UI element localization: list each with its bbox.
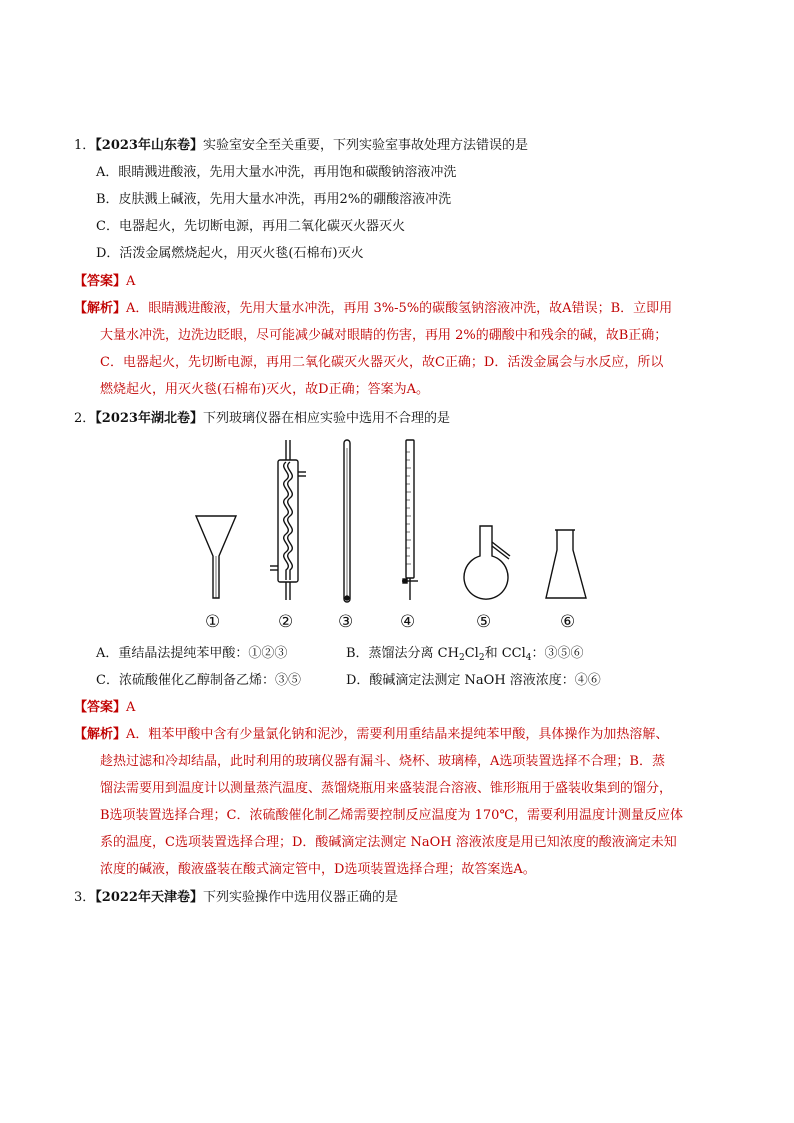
funnel-icon — [196, 516, 236, 598]
question-2-analysis-line-6: 浓度的碱液，酸液盛装在酸式滴定管中，D选项装置选择合理；故答案选A。 — [100, 862, 536, 877]
question-2-analysis-line-3: 馏法需要用到温度计以测量蒸汽温度、蒸馏烧瓶用来盛装混合溶液、锥形瓶用于盛装收集到的馏分， — [100, 781, 673, 796]
answer-label: 【答案】 — [74, 274, 127, 289]
question-1-analysis-line-1 — [74, 300, 672, 317]
question-2-option-b — [346, 645, 584, 662]
question-1-number: 1． — [74, 138, 96, 153]
question-3-source: 【2022年天津卷】 — [95, 890, 203, 905]
question-2-option-a: A．重结晶法提纯苯甲酸：①②③ — [96, 646, 288, 661]
condenser-icon — [270, 440, 306, 600]
analysis-text: A．粗苯甲酸中含有少量氯化钠和泥沙，需要利用重结晶来提纯苯甲酸，具体操作为加热溶解、 — [126, 727, 669, 742]
question-2-source: 【2023年湖北卷】 — [95, 411, 203, 426]
option-b-text: B．蒸馏法分离 CH — [346, 646, 459, 661]
question-2-text: 下列玻璃仪器在相应实验中选用不合理的是 — [202, 411, 450, 426]
question-1-option-b: B．皮肤溅上碱液，先用大量水冲洗，再用2%的硼酸溶液冲洗 — [96, 192, 452, 207]
question-2-answer — [74, 699, 135, 716]
question-1-stem — [74, 137, 528, 154]
option-b-text: 和 CCl — [484, 646, 526, 661]
figure-label-4: ④ — [400, 612, 416, 632]
question-1-option-a: A．眼睛溅进酸液，先用大量水冲洗，再用饱和碳酸钠溶液冲洗 — [96, 165, 457, 180]
question-1-text: 实验室安全至关重要，下列实验室事故处理方法错误的是 — [202, 138, 528, 153]
glassware-figure — [190, 438, 610, 638]
option-b-subscript: 2 — [458, 653, 465, 663]
question-1-analysis-line-3: C．电器起火，先切断电源，再用二氧化碳灭火器灭火，故C正确；D．活泼金属会与水反应，所以 — [100, 355, 664, 370]
answer-value: A — [126, 274, 136, 289]
question-1-analysis-line-2: 大量水冲洗，边洗边眨眼，尽可能减少碱对眼睛的伤害，再用 2%的硼酸中和残余的碱，故B正确； — [100, 328, 668, 343]
analysis-label: 【解析】 — [74, 727, 127, 742]
option-b-text: ：③⑤⑥ — [531, 646, 584, 661]
question-2-analysis-line-4: B选项装置选择合理；C．浓硫酸催化制乙烯需要控制反应温度为 170℃，需要利用温度计测量反应体 — [100, 808, 683, 823]
question-3-number: 3． — [74, 890, 96, 905]
question-1-option-d: D．活泼金属燃烧起火，用灭火毯(石棉布)灭火 — [96, 246, 364, 261]
question-2-analysis-line-1 — [74, 726, 668, 743]
question-2-analysis-line-2: 趁热过滤和冷却结晶，此时利用的玻璃仪器有漏斗、烧杯、玻璃棒，A选项装置选择不合理；B．蒸 — [100, 754, 665, 769]
figure-label-2: ② — [278, 612, 294, 632]
conical-flask-icon — [546, 530, 586, 598]
option-b-text: Cl — [464, 646, 479, 661]
question-1-source: 【2023年山东卷】 — [95, 138, 203, 153]
question-3-stem — [74, 889, 398, 906]
question-2-stem — [74, 410, 450, 427]
thermometer-icon — [344, 440, 350, 602]
question-2-option-c: C．浓硫酸催化乙醇制备乙烯：③⑤ — [96, 673, 301, 688]
figure-label-3: ③ — [338, 612, 354, 632]
question-2-number: 2． — [74, 411, 96, 426]
figure-label-1: ① — [205, 612, 221, 632]
option-b-subscript: 4 — [525, 653, 532, 663]
distillation-flask-icon — [464, 526, 510, 599]
answer-value: A — [126, 700, 136, 715]
figure-label-5: ⑤ — [476, 612, 492, 632]
question-2-analysis-line-5: 系的温度，C选项装置选择合理；D．酸碱滴定法测定 NaOH 溶液浓度是用已知浓度的酸液滴定未知 — [100, 835, 677, 850]
analysis-text: A．眼睛溅进酸液，先用大量水冲洗，再用 3%-5%的碳酸氢钠溶液冲洗，故A错误；B．立即用 — [126, 301, 673, 316]
question-1-answer — [74, 273, 135, 290]
analysis-label: 【解析】 — [74, 301, 127, 316]
question-2-option-d: D．酸碱滴定法测定 NaOH 溶液浓度：④⑥ — [346, 673, 601, 688]
question-1-analysis-line-4: 燃烧起火，用灭火毯(石棉布)灭火，故D正确；答案为A。 — [100, 382, 429, 397]
option-b-subscript: 2 — [478, 653, 485, 663]
question-3-text: 下列实验操作中选用仪器正确的是 — [202, 890, 398, 905]
figure-label-6: ⑥ — [560, 612, 576, 632]
burette-icon — [402, 440, 418, 600]
answer-label: 【答案】 — [74, 700, 127, 715]
question-1-option-c: C．电器起火，先切断电源，再用二氧化碳灭火器灭火 — [96, 219, 405, 234]
